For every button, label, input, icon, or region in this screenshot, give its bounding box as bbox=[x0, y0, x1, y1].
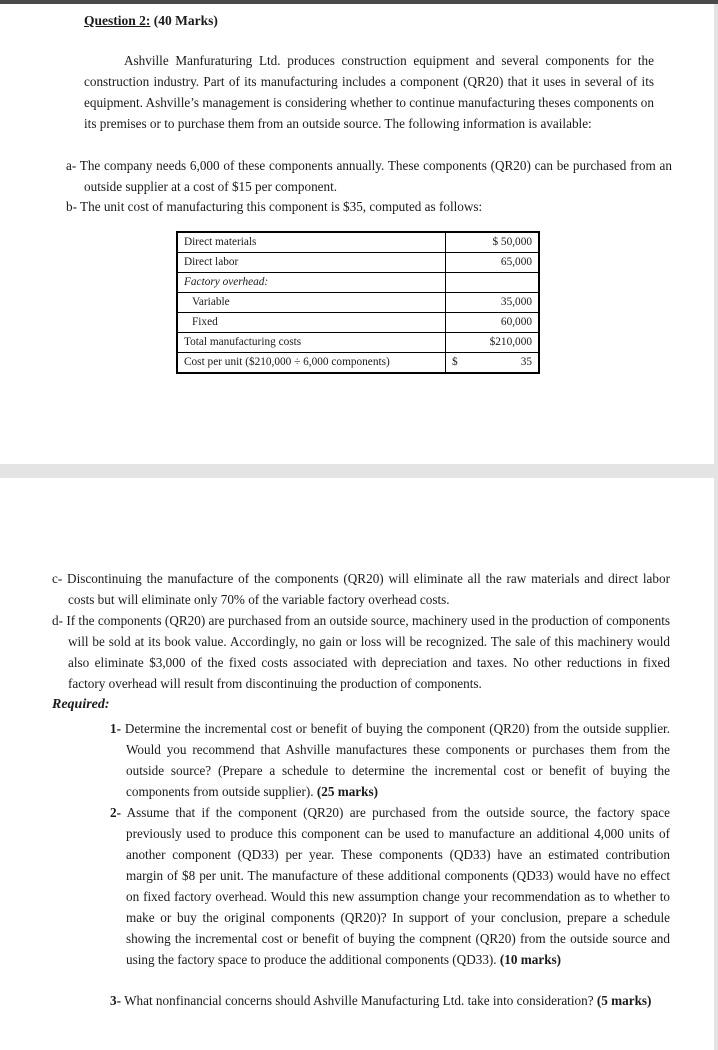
req-marks: (10 marks) bbox=[499, 952, 562, 967]
currency-symbol: $ bbox=[452, 356, 458, 368]
row-amount: 35,000 bbox=[446, 293, 540, 313]
row-amount: $210,000 bbox=[446, 333, 540, 353]
req-text: Determine the incremental cost or benefit of buying the component (QR20) from the outside supplier. Would you recommend that Ashville manufactures these components or purchases them from the outside source? (Prepare a schedule to determine the incremental cost or benefit of buying the components from outside supplier). bbox=[124, 721, 671, 799]
requirement-2 bbox=[110, 802, 670, 970]
row-amount bbox=[446, 353, 540, 374]
row-label: Fixed bbox=[177, 313, 446, 333]
question-title bbox=[84, 13, 218, 29]
row-label: Variable bbox=[177, 293, 446, 313]
row-label: Total manufacturing costs bbox=[177, 333, 446, 353]
requirement-3 bbox=[110, 990, 670, 1011]
req-number: 2- bbox=[110, 805, 121, 820]
row-amount bbox=[446, 273, 540, 293]
intro-paragraph: Ashville Manfuraturing Ltd. produces construction equipment and several components for the construction industry. Part of its manufacturing includes a component (QR20) that it uses in several of its equipment. Ashville’s management is considering whether to continue manufacturing theses components on its premises or to purchase them from an outside source. The following information is available: bbox=[84, 53, 654, 131]
table-row bbox=[177, 333, 539, 353]
req-text: What nonfinancial concerns should Ashville Manufacturing Ltd. take into consideration? bbox=[124, 993, 594, 1008]
row-amount: 60,000 bbox=[446, 313, 540, 333]
required-heading: Required: bbox=[52, 697, 110, 712]
row-label: Cost per unit ($210,000 ÷ 6,000 components) bbox=[177, 353, 446, 374]
table-row bbox=[177, 273, 539, 293]
question-marks: (40 Marks) bbox=[153, 13, 218, 28]
table-row bbox=[177, 353, 539, 374]
req-number: 3- bbox=[110, 993, 121, 1008]
unit-cost-table bbox=[176, 231, 540, 374]
row-label: Factory overhead: bbox=[177, 273, 446, 293]
question-number: Question 2: bbox=[84, 13, 151, 28]
document-page-1 bbox=[0, 4, 714, 464]
table-row bbox=[177, 293, 539, 313]
row-amount: $ 50,000 bbox=[446, 232, 540, 253]
amount-value: 35 bbox=[520, 356, 532, 368]
item-b: b- The unit cost of manufacturing this component is $35, computed as follows: bbox=[66, 199, 483, 214]
req-text: Assume that if the component (QR20) are purchased from the outside source, the factory space previously used to produce this component can be used to manufacture an additional 4,000 units of another component (QD33) per year. These components (QD33) have an estimated contribution margin of $8 per unit. The manufacture of these additional components (QD33) would have no effect on fixed factory overhead. Would this new assumption change your recommendation as to whether to make or buy the original components (QR20)? In support of your conclusion, prepare a schedule showing the incremental cost or benefit of buying the compnent (QR20) from the outside source and using the factory space to produce the additional components (QD33). bbox=[126, 805, 670, 967]
req-marks: (5 marks) bbox=[596, 993, 652, 1008]
item-d: d- If the components (QR20) are purchased from an outside source, machinery used in the production of components will be sold at its book value. Accordingly, no gain or loss will be recognized. The sale of this machinery would also eliminate $3,000 of the fixed costs associated with depreciation and taxes. No other reductions in fixed factory overhead will result from discontinuing the production of components. bbox=[52, 613, 670, 691]
row-label: Direct materials bbox=[177, 232, 446, 253]
req-marks: (25 marks) bbox=[316, 784, 378, 799]
table-row bbox=[177, 253, 539, 273]
item-c: c- Discontinuing the manufacture of the components (QR20) will eliminate all the raw materials and direct labor costs but will eliminate only 70% of the variable factory overhead costs. bbox=[52, 571, 670, 607]
requirement-1 bbox=[110, 718, 670, 802]
table-row bbox=[177, 232, 539, 253]
req-number: 1- bbox=[110, 721, 121, 736]
document-page-2 bbox=[0, 478, 714, 1050]
table-row bbox=[177, 313, 539, 333]
item-a: a- The company needs 6,000 of these components annually. These components (QR20) can be purchased from an outside supplier at a cost of $15 per component. bbox=[66, 158, 672, 194]
row-amount: 65,000 bbox=[446, 253, 540, 273]
row-label: Direct labor bbox=[177, 253, 446, 273]
